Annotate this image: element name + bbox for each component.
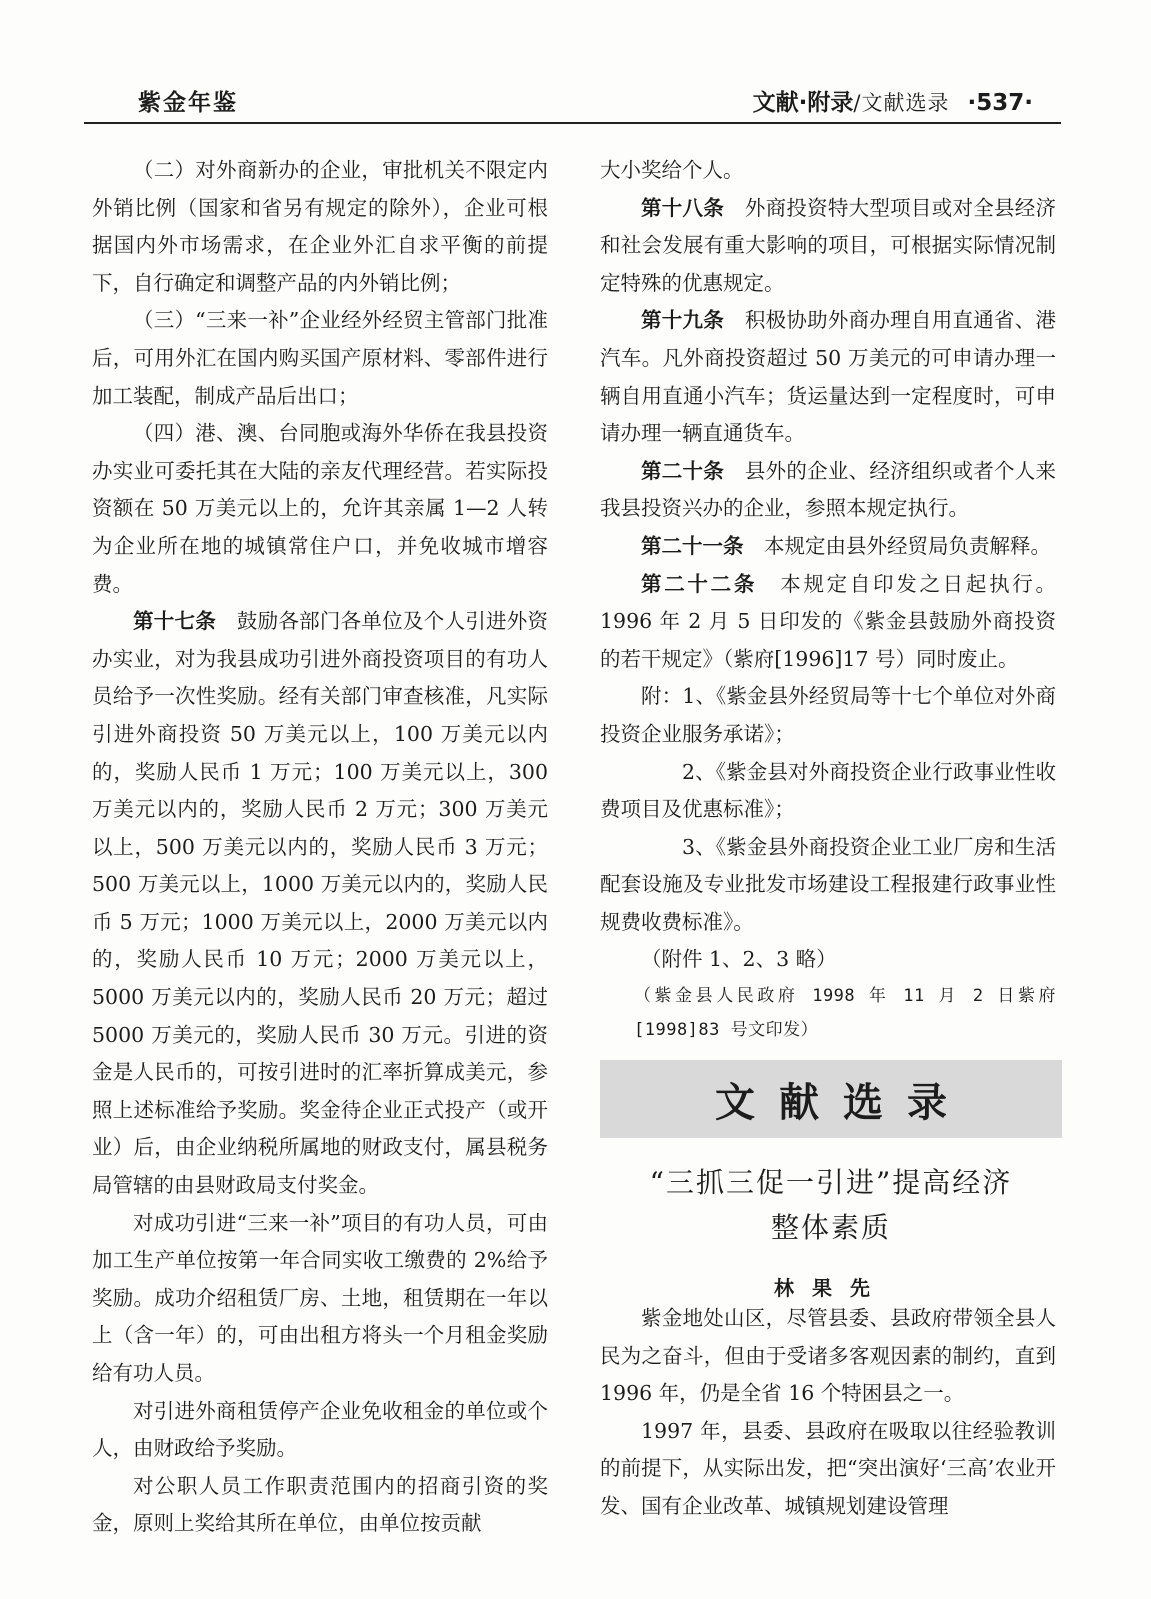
article-label: 第二十二条 (641, 571, 758, 596)
article-body (600, 1300, 1056, 1526)
article-label: 第十八条 (641, 195, 725, 220)
paragraph: 1997 年，县委、县政府在吸取以往经验教训的前提下，从实际出发，把“突出演好‘三高’农业开发、国有企业改革、城镇规划建设管理 (600, 1418, 1056, 1518)
subsection-title: /文献选录 (853, 91, 950, 115)
article-author: 林果先 (774, 1276, 888, 1300)
attachment-item: 2、《紫金县对外商投资企业行政事业性收费项目及优惠标准》； (600, 759, 1056, 822)
article-17 (92, 603, 548, 1205)
paragraph: （二）对外商新办的企业，审批机关不限定内外销比例（国家和省另有规定的除外），企业可根据国内外市场需求，在企业外汇自求平衡的前提下，自行确定和调整产品的内外销比例； (92, 158, 548, 295)
paragraph: （三）“三来一补”企业经外经贸主管部门批准后，可用外汇在国内购买国产原材料、零部件进行加工装配，制成产品后出口； (92, 308, 548, 408)
article-text: 积极协助外商办理自用直通省、港汽车。凡外商投资超过 50 万美元的可申请办理一辆自用直通小汽车；货运量达到一定程度时，可申请办理一辆直通货车。 (600, 308, 1057, 446)
article-text: 本规定自印发之日起执行。1996 年 2 月 5 日印发的《紫金县鼓励外商投资的若干规定》（紫府[1996]17 号）同时废止。 (600, 571, 1057, 671)
source-note: （紫金县人民政府 1998 年 11 月 2 日紫府[1998]83 号文印发） (634, 986, 1056, 1041)
attachment-item: 3、《紫金县外商投资企业工业厂房和生活配套设施及专业批发市场建设工程报建行政事业性规费收费标准》。 (600, 834, 1056, 934)
article-label: 第二十条 (641, 458, 725, 483)
article-21 (600, 528, 1056, 566)
section-banner-text: 文献选录 (715, 1079, 971, 1126)
article-title (600, 1160, 1062, 1250)
article-label: 第十七条 (133, 609, 217, 634)
paragraph: 对成功引进“三来一补”项目的有功人员，可由加工生产单位按第一年合同实收工缴费的 2%给予奖励。成功介绍租赁厂房、土地，租赁期在一年以上（含一年）的，可由出租方将头一个月租金奖励给有功人员。 (92, 1210, 548, 1385)
article-title-line: “三抓三促一引进”提高经济 (649, 1166, 1013, 1199)
article-text: 外商投资特大型项目或对全县经济和社会发展有重大影响的项目，可根据实际情况制定特殊的优惠规定。 (600, 195, 1057, 295)
article-text: 鼓励各部门各单位及个人引进外资办实业，对为我县成功引进外商投资项目的有功人员给予一次性奖励。经有关部门审查核准，凡实际引进外商投资 50 万美元以上，100 万美元以内的，奖励人民币 1 万元；100 万美元以上，300 万美元以内的，奖励人民币 2 万元；300 万美元以上，500 万美元以内的，奖励人民币 3 万元；500 万美元以上，1000 万美元以内的，奖励人民币 5 万元；1000 万美元以上，2000 万美元以内的，奖励人民币 10 万元；2000 万美元以上，5000 万美元以内的，奖励人民币 20 万元；超过 5000 万美元的，奖励人民币 30 万元。引进的资金是人民币的，可按引进时的汇率折算成美元，参照上述标准给予奖励。奖金待企业正式投产（或开业）后，由企业纳税所属地的财政支付，属县税务局管辖的由县财政局支付奖金。 (92, 609, 549, 1198)
article-label: 第十九条 (641, 308, 725, 333)
paragraph: 对公职人员工作职责范围内的招商引资的奖金，原则上奖给其所在单位，由单位按贡献 (92, 1473, 548, 1536)
paragraph: 紫金地处山区，尽管县委、县政府带领全县人民为之奋斗，但由于受诸多客观因素的制约，直到 1996 年，仍是全省 16 个特困县之一。 (600, 1306, 1056, 1406)
section-banner (600, 1060, 1062, 1138)
book-title: 紫金年鉴 (138, 90, 238, 116)
article-20 (600, 453, 1056, 528)
paragraph: （四）港、澳、台同胞或海外华侨在我县投资办实业可委托其在大陆的亲友代理经营。若实际投资额在 50 万美元以上的，允许其亲属 1—2 人转为企业所在地的城镇常住户口，并免收城市增容费。 (92, 421, 548, 596)
article-22 (600, 566, 1056, 679)
article-text: 县外的企业、经济组织或者个人来我县投资兴办的企业，参照本规定执行。 (600, 458, 1057, 521)
article-18 (600, 190, 1056, 303)
article-19 (600, 302, 1056, 452)
attachment-note: （附件 1、2、3 略） (641, 947, 837, 972)
section-title: 文献·附录 (752, 90, 854, 116)
attachment-item: 附：1、《紫金县外经贸局等十七个单位对外商投资企业服务承诺》； (600, 684, 1056, 746)
running-header (753, 84, 1033, 117)
article-title-line: 整体素质 (770, 1211, 891, 1244)
paragraph: 对引进外商租赁停产企业免收租金的单位或个人，由财政给予奖励。 (92, 1398, 548, 1461)
article-text: 本规定由县外经贸局负责解释。 (743, 533, 1051, 558)
right-column (600, 152, 1056, 1047)
left-column (92, 152, 548, 1543)
page-number: ·537· (967, 90, 1033, 116)
article-label: 第二十一条 (641, 533, 744, 558)
paragraph: 大小奖给个人。 (600, 158, 744, 182)
header-rule (84, 122, 1061, 124)
